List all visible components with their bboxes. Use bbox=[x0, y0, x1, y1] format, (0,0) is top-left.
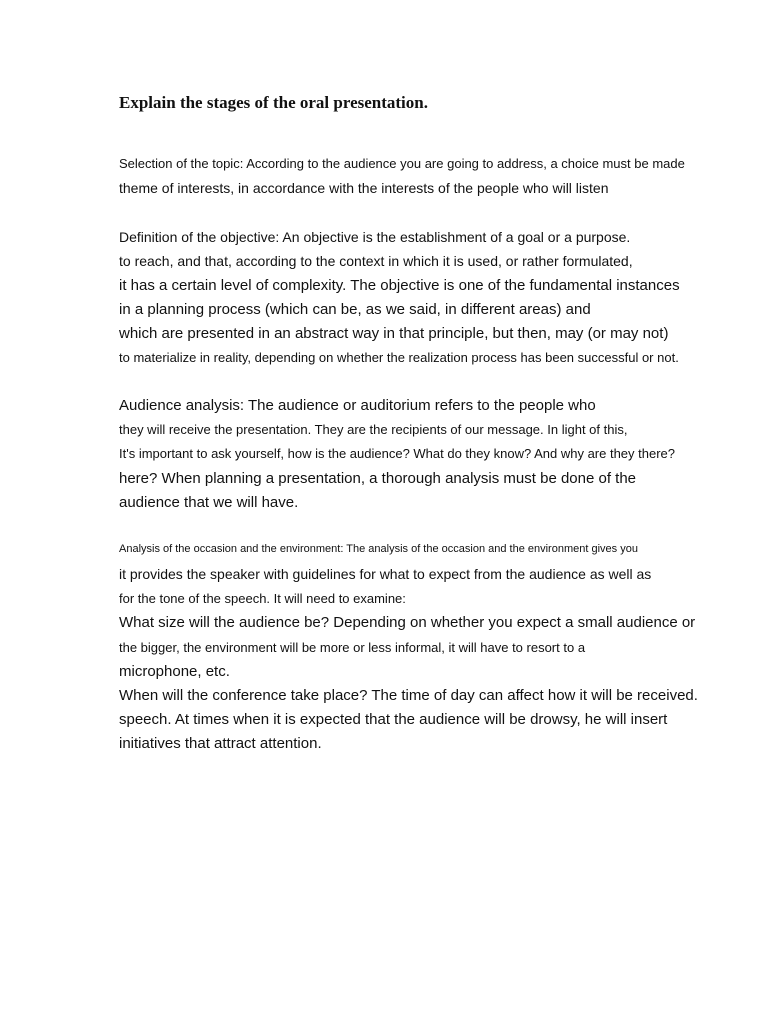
text-line: for the tone of the speech. It will need to examine: bbox=[119, 591, 406, 606]
text-line: to reach, and that, according to the context in which it is used, or rather formulated, bbox=[119, 253, 633, 269]
text-line: It's important to ask yourself, how is the audience? What do they know? And why are they there? bbox=[119, 446, 676, 461]
text-line: it has a certain level of complexity. The objective is one of the fundamental instances bbox=[119, 277, 680, 294]
document-title: Explain the stages of the oral presentation. bbox=[119, 93, 428, 112]
text-line: Selection of the topic: According to the audience you are going to address, a choice must be made bbox=[119, 156, 685, 171]
text-line: Analysis of the occasion and the environment: The analysis of the occasion and the environment gives you bbox=[119, 543, 638, 555]
text-line: to materialize in reality, depending on whether the realization process has been successful or not. bbox=[119, 350, 679, 365]
text-line: the bigger, the environment will be more or less informal, it will have to resort to a bbox=[119, 640, 586, 655]
text-line: microphone, etc. bbox=[119, 663, 230, 680]
text-line: it provides the speaker with guidelines for what to expect from the audience as well as bbox=[119, 566, 652, 582]
text-line: What size will the audience be? Depending on whether you expect a small audience or bbox=[119, 614, 696, 631]
text-line: speech. At times when it is expected that the audience will be drowsy, he will insert bbox=[119, 711, 668, 728]
text-line: Audience analysis: The audience or auditorium refers to the people who bbox=[119, 397, 596, 414]
text-line: Definition of the objective: An objective is the establishment of a goal or a purpose. bbox=[119, 229, 631, 245]
text-line: here? When planning a presentation, a thorough analysis must be done of the bbox=[119, 470, 637, 487]
text-line: When will the conference take place? The time of day can affect how it will be received. bbox=[119, 687, 698, 704]
text-line: which are presented in an abstract way in that principle, but then, may (or may not) bbox=[119, 325, 669, 342]
text-line: audience that we will have. bbox=[119, 494, 299, 511]
text-line: they will receive the presentation. They are the recipients of our message. In light of this, bbox=[119, 422, 628, 437]
text-line: in a planning process (which can be, as we said, in different areas) and bbox=[119, 301, 591, 318]
text-line: theme of interests, in accordance with the interests of the people who will listen bbox=[119, 180, 609, 196]
text-line: initiatives that attract attention. bbox=[119, 735, 322, 752]
